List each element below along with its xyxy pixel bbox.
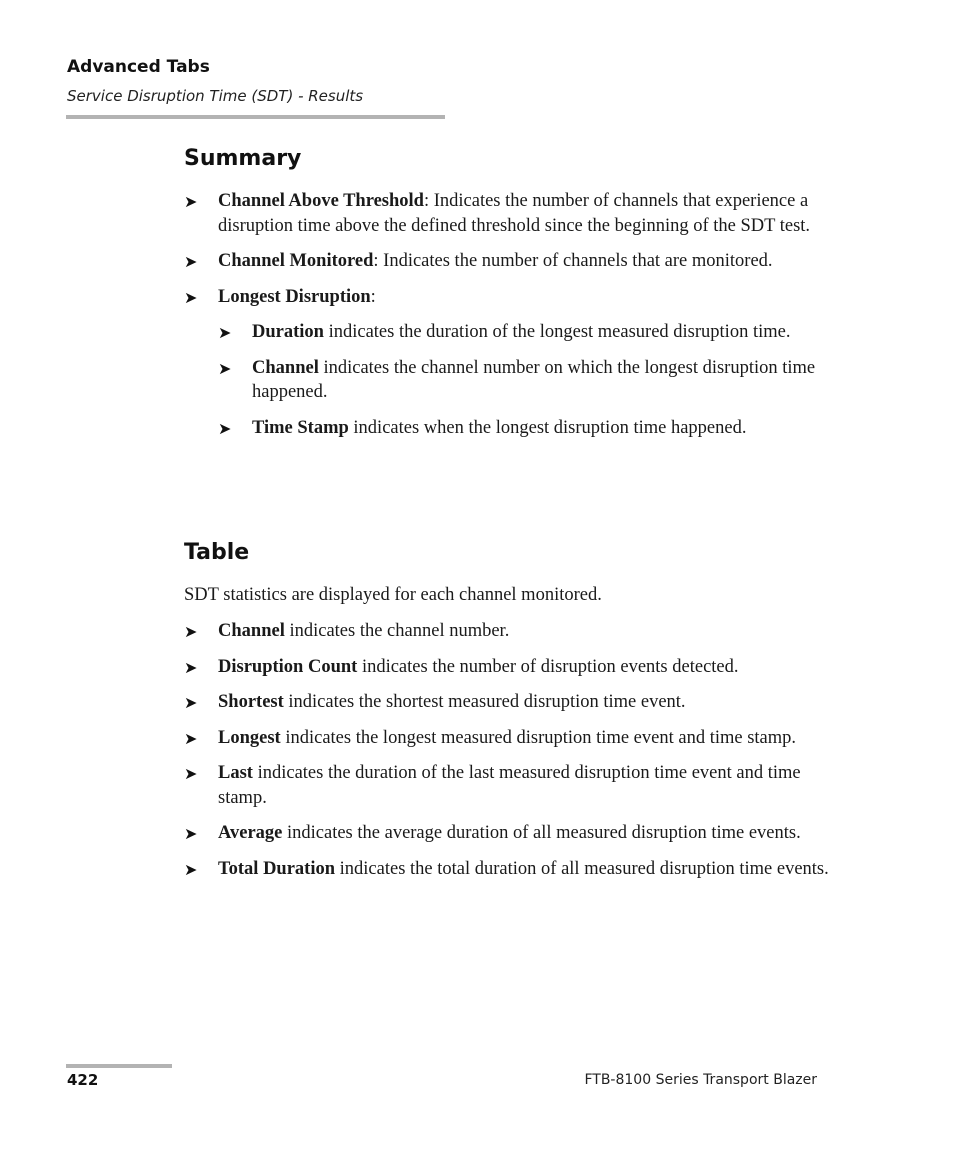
bullet-arrow-icon: ➤ (184, 622, 198, 641)
item-term: Longest Disruption (218, 286, 371, 307)
item-text: indicates when the longest disruption time happened. (348, 417, 747, 438)
bullet-arrow-icon: ➤ (184, 287, 198, 307)
bullet-arrow-icon: ➤ (184, 824, 198, 843)
page-number: 422 (67, 1071, 99, 1089)
item-term: Shortest (218, 692, 284, 712)
summary-list (184, 189, 834, 451)
bullet-arrow-icon: ➤ (184, 728, 198, 748)
item-text: indicates the channel number. (284, 621, 510, 641)
item-term: Average (218, 823, 283, 843)
item-term: Channel (252, 357, 319, 378)
table-intro: SDT statistics are displayed for each channel monitored. (184, 585, 602, 605)
item-text: Indicates the number of channels that are monitored. (383, 251, 773, 271)
bullet-arrow-icon: ➤ (218, 418, 232, 438)
bullet-arrow-icon: ➤ (184, 192, 198, 211)
list-item (184, 249, 834, 274)
list-item (184, 821, 834, 846)
item-term: Channel Monitored (218, 251, 374, 271)
bullet-arrow-icon: ➤ (184, 657, 198, 677)
footer-divider (66, 1064, 172, 1068)
item-text: indicates the shortest measured disruption time event. (283, 692, 686, 712)
bullet-arrow-icon: ➤ (184, 764, 198, 783)
item-separator: : (423, 191, 434, 211)
list-item (184, 655, 834, 680)
item-term: Total Duration (218, 858, 336, 879)
item-term: Time Stamp (252, 417, 349, 438)
item-text: indicates the number of disruption events detected. (357, 656, 739, 677)
list-item (184, 726, 834, 751)
item-term: Longest (218, 727, 281, 748)
item-term: Disruption Count (218, 656, 358, 677)
bullet-arrow-icon: ➤ (184, 252, 198, 271)
list-item (184, 189, 834, 238)
sub-list-item (218, 320, 834, 345)
item-text: Indicates the number of channels that experience a disruption time above the defined threshold since the beginning of the SDT test. (218, 191, 811, 236)
sub-list-item (218, 356, 834, 405)
bullet-arrow-icon: ➤ (184, 859, 198, 879)
item-text: indicates the duration of the longest measured disruption time. (323, 322, 791, 342)
item-term: Last (218, 763, 253, 783)
item-term: Channel Above Threshold (218, 191, 424, 211)
sub-list-item (218, 416, 872, 441)
item-text: indicates the total duration of all measured disruption time events. (335, 858, 829, 879)
list-item (184, 761, 834, 810)
product-name: FTB-8100 Series Transport Blazer (584, 1072, 817, 1088)
header-divider (66, 115, 445, 119)
item-text: indicates the channel number on which the longest disruption time happened. (252, 357, 816, 402)
bullet-arrow-icon: ➤ (218, 358, 232, 378)
bullet-arrow-icon: ➤ (184, 693, 198, 712)
bullet-arrow-icon: ➤ (218, 323, 232, 342)
item-text: indicates the longest measured disruption time event and time stamp. (280, 727, 797, 748)
item-text: indicates the duration of the last measured disruption time event and time stamp. (218, 763, 801, 808)
table-heading: Table (184, 540, 250, 565)
section-subtitle: Service Disruption Time (SDT) - Results (67, 87, 364, 105)
item-term: Duration (252, 322, 324, 342)
list-item (184, 857, 834, 882)
chapter-title: Advanced Tabs (67, 57, 210, 77)
summary-heading: Summary (184, 146, 302, 171)
item-separator: : (370, 286, 376, 307)
item-term: Channel (218, 621, 285, 641)
list-item (184, 285, 834, 310)
item-text: indicates the average duration of all measured disruption time events. (282, 823, 801, 843)
item-separator: : (373, 251, 384, 271)
list-item (184, 690, 834, 715)
list-item (184, 619, 834, 644)
table-list (184, 619, 834, 892)
